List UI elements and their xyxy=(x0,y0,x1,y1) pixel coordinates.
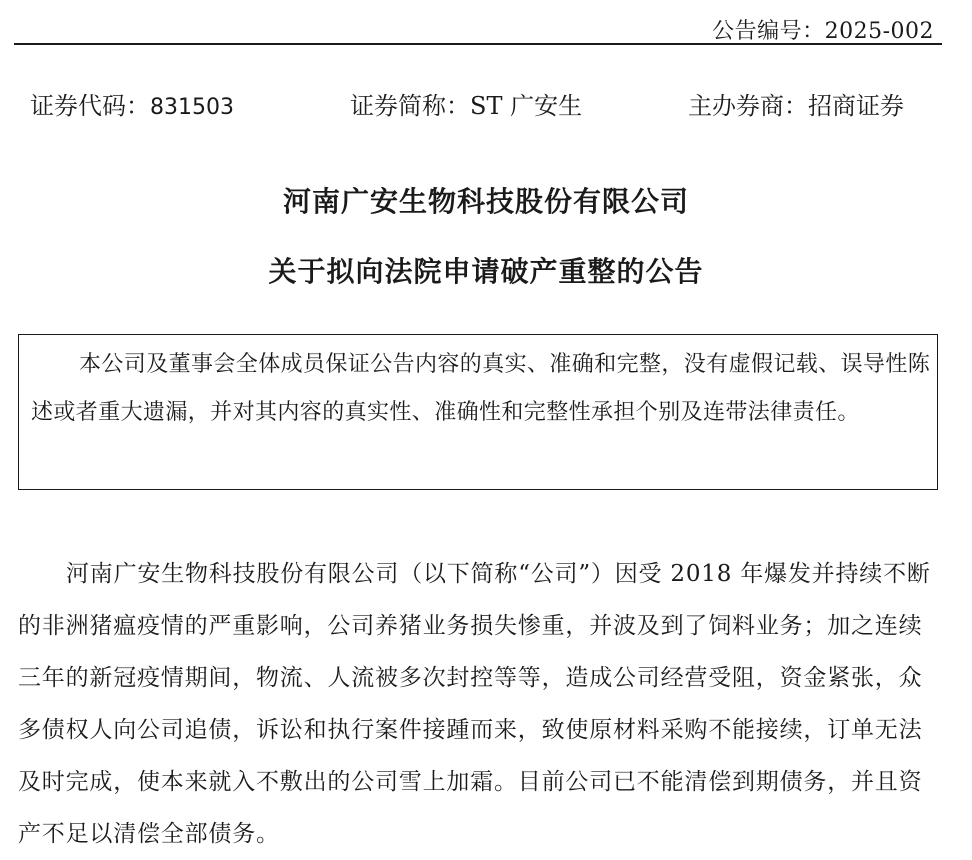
body-paragraph: 河南广安生物科技股份有限公司（以下简称“公司”）因受 2018 年爆发并持续不断的非洲猪瘟疫情的严重影响，公司养猪业务损失惨重，并波及到了饲料业务；加之连续三年的新冠疫情期间，物流、人流被多次封控等等，造成公司经营受阻，资金紧张，众多债权人向公司追债，诉讼和执行案件接踵而来，致使原材料采购不能接续，订单无法及时完成，使本来就入不敷出的公司雪上加霜。目前公司已不能清偿到期债务，并且资产不足以清偿全部债务。 xyxy=(18,561,931,847)
announcement-number: 公告编号：2025-002 xyxy=(712,19,934,44)
security-abbreviation-value: ST 广安生 xyxy=(470,92,583,120)
security-code-label: 证券代码： xyxy=(30,92,150,120)
sponsoring-broker xyxy=(688,86,904,121)
header-divider xyxy=(14,43,942,45)
sponsoring-broker-value: 招商证券 xyxy=(808,92,904,120)
disclaimer-box xyxy=(18,334,938,490)
sponsoring-broker-label: 主办券商： xyxy=(688,92,808,120)
security-abbreviation xyxy=(350,86,582,121)
security-info-line xyxy=(0,86,972,122)
security-code xyxy=(30,86,234,121)
announcement-title: 关于拟向法院申请破产重整的公告 xyxy=(268,255,704,288)
security-code-value: 831503 xyxy=(150,95,234,120)
company-name-title: 河南广安生物科技股份有限公司 xyxy=(282,185,689,218)
disclaimer-text: 本公司及董事会全体成员保证公告内容的真实、准确和完整，没有虚假记载、误导性陈述或者重大遗漏，并对其内容的真实性、准确性和完整性承担个别及连带法律责任。 xyxy=(31,352,931,425)
security-abbreviation-label: 证券简称： xyxy=(350,92,470,120)
